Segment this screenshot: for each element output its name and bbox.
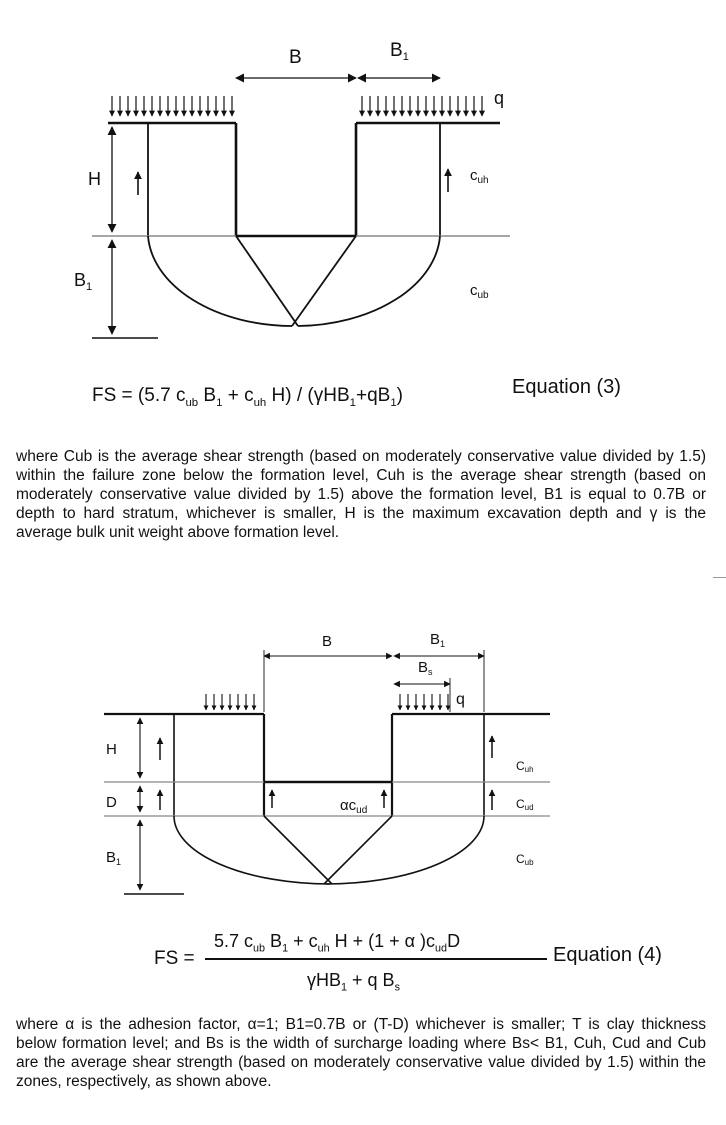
label-b1-side-2: $B_1$ (106, 849, 122, 867)
label-b-2: B (322, 633, 333, 650)
failure-arc-right-2 (326, 816, 484, 884)
equation-4-fraction-bar (205, 958, 547, 960)
equation-3: FS = (5.7 $c_{ub}$ $B_1 + c_{uh}$ $H) / (\gamma HB_1+qB_1)$ (92, 385, 403, 409)
wedge-left (264, 816, 332, 884)
label-h: H (88, 169, 101, 189)
diagram-1 (0, 0, 726, 360)
separator-mark (713, 577, 726, 578)
label-acud: $\alpha c_{ud}$ (340, 797, 368, 816)
label-q: q (494, 88, 505, 108)
label-cub-2: Cub (516, 852, 534, 867)
failure-diagonal-right (292, 236, 356, 326)
paragraph-2: where α is the adhesion factor, α=1; B1=0.7B or (T-D) whichever is smaller; T is clay thickness below formation level; and Bs is the width of surcharge loading where Bs< B1, Cuh, Cud and Cub are the average shear strength (based on moderately conservative value divided by 1.5) within the zones, respectively, as shown above. (16, 1016, 706, 1090)
label-b1-top: $B_1$ (390, 40, 409, 63)
failure-arc-left-2 (174, 816, 330, 884)
diagram-2 (0, 620, 726, 920)
surcharge-arrows-right-2 (400, 694, 448, 710)
equation-4-denominator: γHB$_1$ + q $B_s$ (307, 970, 400, 994)
label-h-2: H (106, 741, 117, 758)
label-cuh-2: Cuh (516, 759, 534, 774)
failure-diagonal-left (236, 236, 298, 326)
label-d: D (106, 794, 117, 811)
equation-4-label: Equation (4) (553, 944, 662, 966)
label-b1-side: $B_1$ (74, 270, 93, 293)
label-cub: $c_{ub}$ (470, 282, 489, 301)
surcharge-arrows-left (112, 96, 232, 116)
label-cuh: $c_{uh}$ (470, 167, 489, 186)
equation-3-label: Equation (3) (512, 376, 621, 398)
failure-arc-left (148, 236, 292, 326)
surcharge-arrows-right (362, 96, 482, 116)
equation-4-numerator: 5.7 $c_{ub}$ $B_1 + c_{uh}$ H + (1 + α )$c_{ud}D$ (214, 931, 461, 955)
equation-4-fs: FS = (154, 948, 195, 969)
label-cud-2: Cud (516, 797, 534, 812)
surcharge-arrows-left-2 (206, 694, 254, 710)
label-b: B (289, 47, 302, 68)
wedge-right (324, 816, 392, 884)
failure-arc-right (298, 236, 440, 326)
label-bs: $B_s$ (418, 659, 433, 677)
label-b1-2: $B_1$ (430, 631, 446, 649)
paragraph-1: where Cub is the average shear strength (based on moderately conservative value divided by 1.5) within the failure zone below the formation level, Cuh is the average shear strength (based on moderately conservative value divided by 1.5) above the formation level, B1 is equal to 0.7B or depth to hard stratum, whichever is smaller, H is the maximum excavation depth and γ is the average bulk unit weight above formation level. (16, 448, 706, 541)
label-q-2: q (456, 691, 465, 708)
